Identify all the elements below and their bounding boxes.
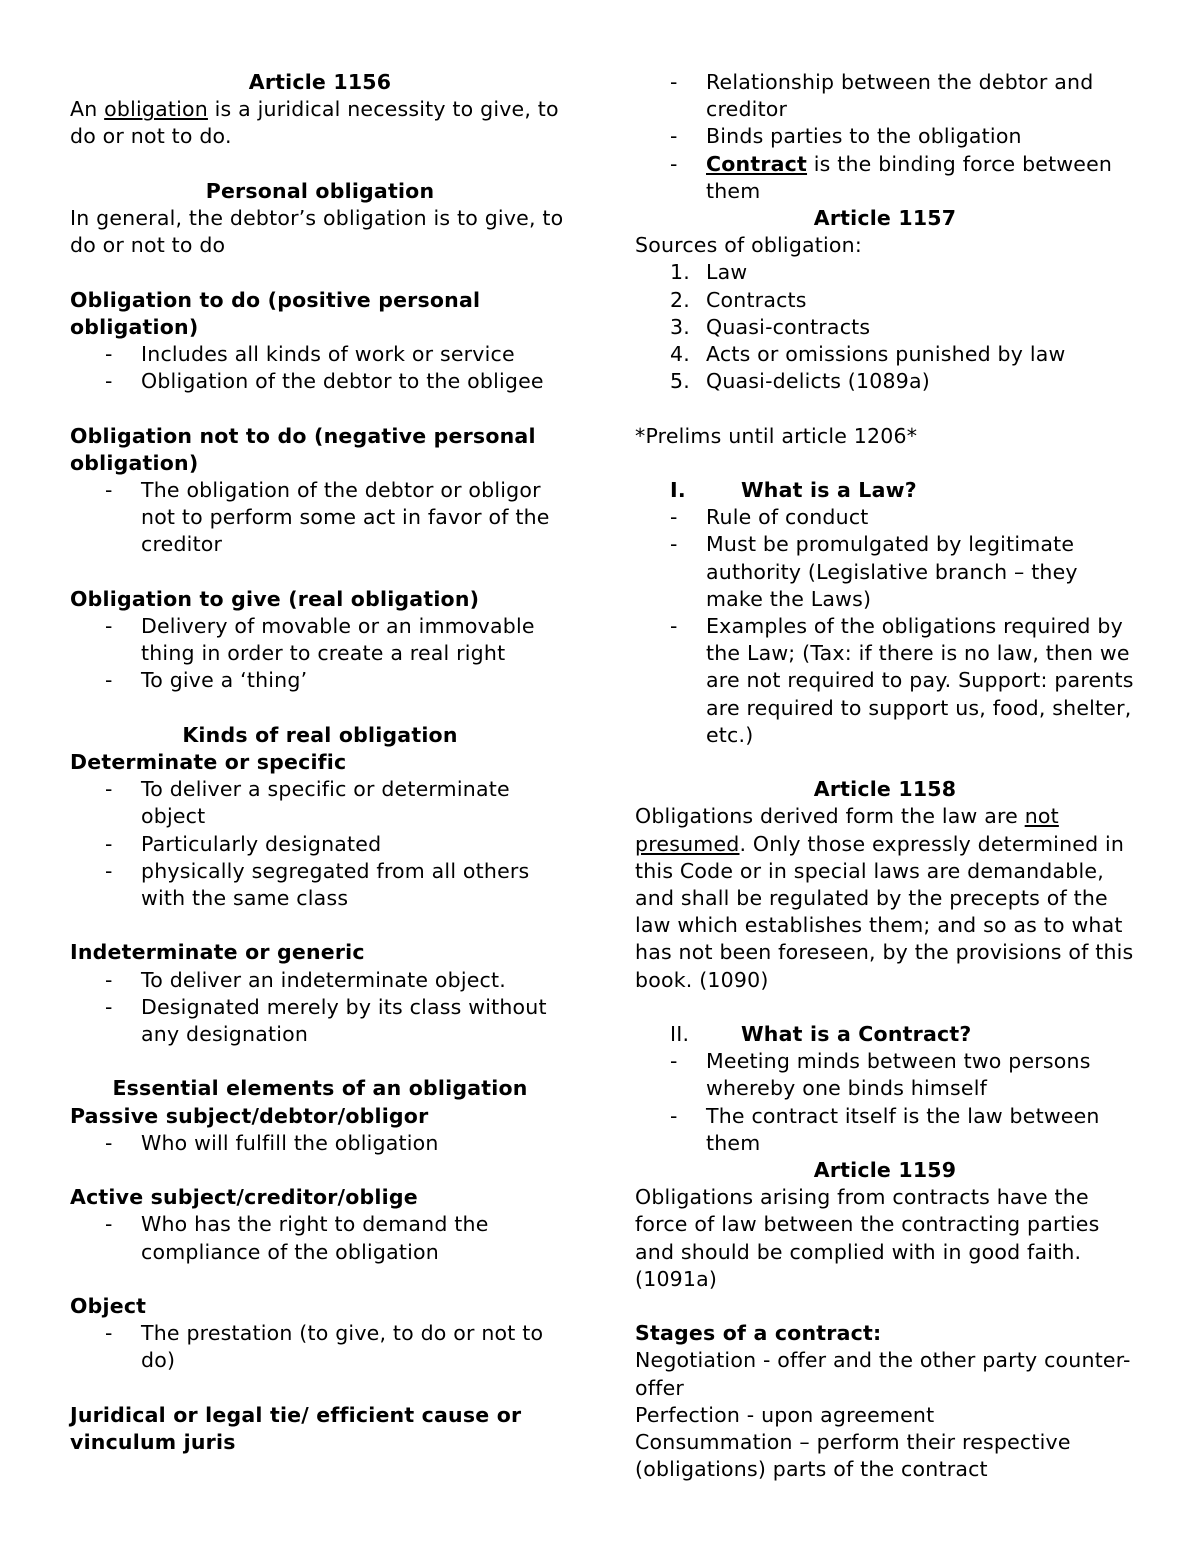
stage-consummation: Consummation – perform their respective (obligations) parts of the contract bbox=[635, 1430, 1071, 1482]
essential-elements-title: Essential elements of an obligation bbox=[112, 1076, 528, 1101]
juridical-tie-title: Juridical or legal tie/ efficient cause or vinculum juris bbox=[70, 1402, 522, 1454]
sources-intro: Sources of obligation: bbox=[635, 233, 862, 258]
stage-perfection: Perfection - upon agreement bbox=[635, 1402, 935, 1427]
list-item: - To deliver a specific or determinate object bbox=[105, 777, 510, 829]
stages-title: Stages of a contract: bbox=[635, 1321, 882, 1346]
obligation-not-to-do-title: Obligation not to do (negative personal obligation) bbox=[70, 423, 536, 475]
left-column bbox=[70, 69, 570, 1456]
list-item: - Particularly designated bbox=[105, 831, 382, 856]
law-heading: I. What is a Law? bbox=[670, 478, 917, 503]
active-subject-title: Active subject/creditor/oblige bbox=[70, 1185, 418, 1210]
list-item: - Relationship between the debtor and creditor bbox=[670, 70, 1094, 122]
list-item: 5. Quasi-delicts (1089a) bbox=[670, 369, 930, 394]
list-item: - To deliver an indeterminate object. bbox=[105, 967, 506, 992]
list-item: - The prestation (to give, to do or not to do) bbox=[105, 1321, 544, 1373]
not-presumed-term: not presumed bbox=[635, 804, 1059, 856]
prelims-note: *Prelims until article 1206* bbox=[635, 423, 918, 448]
list-item: 1. Law bbox=[670, 260, 748, 285]
article-1159-title: Article 1159 bbox=[813, 1158, 957, 1183]
determinate-title: Determinate or specific bbox=[70, 750, 347, 774]
list-item: - To give a ‘thing’ bbox=[105, 668, 308, 693]
list-item: - The obligation of the debtor or obligor not to perform some act in favor of the creditor bbox=[105, 478, 550, 557]
article-1156-title: Article 1156 bbox=[248, 70, 392, 94]
obligation-term: obligation bbox=[104, 97, 208, 122]
list-item: - Examples of the obligations required by the Law; (Tax: if there is no law, then we are not required to pay. Support: parents are required to support us, food, shelter, etc.) bbox=[670, 614, 1134, 747]
list-item: - Must be promulgated by legitimate authority (Legislative branch – they make the Laws) bbox=[670, 532, 1078, 611]
list-item: 4. Acts or omissions punished by law bbox=[670, 342, 1066, 367]
contract-heading: II. What is a Contract? bbox=[670, 1022, 972, 1047]
list-item: - Who will fulfill the obligation bbox=[105, 1130, 439, 1155]
personal-obligation-text: In general, the debtor’s obligation is to give, to do or not to do bbox=[70, 206, 564, 258]
list-item: - Binds parties to the obligation bbox=[670, 124, 1022, 149]
indeterminate-title: Indeterminate or generic bbox=[70, 940, 365, 965]
list-item: - Meeting minds between two persons whereby one binds himself bbox=[670, 1049, 1091, 1101]
contract-term: Contract bbox=[706, 151, 808, 176]
list-item: - Contract is the binding force between them bbox=[670, 151, 1113, 203]
list-item: 2. Contracts bbox=[670, 287, 807, 312]
list-item: - Delivery of movable or an immovable thing in order to create a real right bbox=[105, 614, 535, 666]
list-item: 3. Quasi-contracts bbox=[670, 314, 871, 339]
list-item: - Designated merely by its class without any designation bbox=[105, 994, 547, 1047]
passive-subject-title: Passive subject/debtor/obligor bbox=[70, 1103, 429, 1128]
article-1158-title: Article 1158 bbox=[813, 777, 957, 802]
list-item: - Includes all kinds of work or service bbox=[105, 342, 515, 366]
list-item: - Rule of conduct bbox=[670, 505, 869, 530]
object-title: Object bbox=[70, 1294, 147, 1318]
article-1158-text: Obligations derived form the law are not presumed. Only those expressly determined in this Code or in special laws are demandable, and shall be regulated by the precepts of the law which establishes them; and so as to what has not been foreseen, by the provisions of this book. (1090) bbox=[635, 804, 1134, 992]
list-item: - Who has the right to demand the compliance of the obligation bbox=[105, 1212, 489, 1264]
right-column bbox=[635, 69, 1135, 1483]
obligation-to-do-title: Obligation to do (positive personal obligation) bbox=[70, 287, 481, 339]
list-item: - physically segregated from all others with the same class bbox=[105, 858, 530, 911]
stage-negotiation: Negotiation - offer and the other party counter-offer bbox=[635, 1348, 1131, 1400]
article-1157-title: Article 1157 bbox=[813, 206, 957, 231]
kinds-of-real-obligation-title: Kinds of real obligation bbox=[182, 722, 458, 747]
list-item: - Obligation of the debtor to the obligee bbox=[105, 369, 544, 394]
personal-obligation-title: Personal obligation bbox=[205, 178, 435, 203]
article-1156-text: An obligation is a juridical necessity to give, to do or not to do. bbox=[70, 97, 559, 149]
obligation-to-give-title: Obligation to give (real obligation) bbox=[70, 586, 480, 611]
list-item: - The contract itself is the law between them bbox=[670, 1103, 1100, 1155]
article-1159-text: Obligations arising from contracts have the force of law between the contracting parties and should be complied with in good faith. (1091a) bbox=[635, 1185, 1100, 1291]
